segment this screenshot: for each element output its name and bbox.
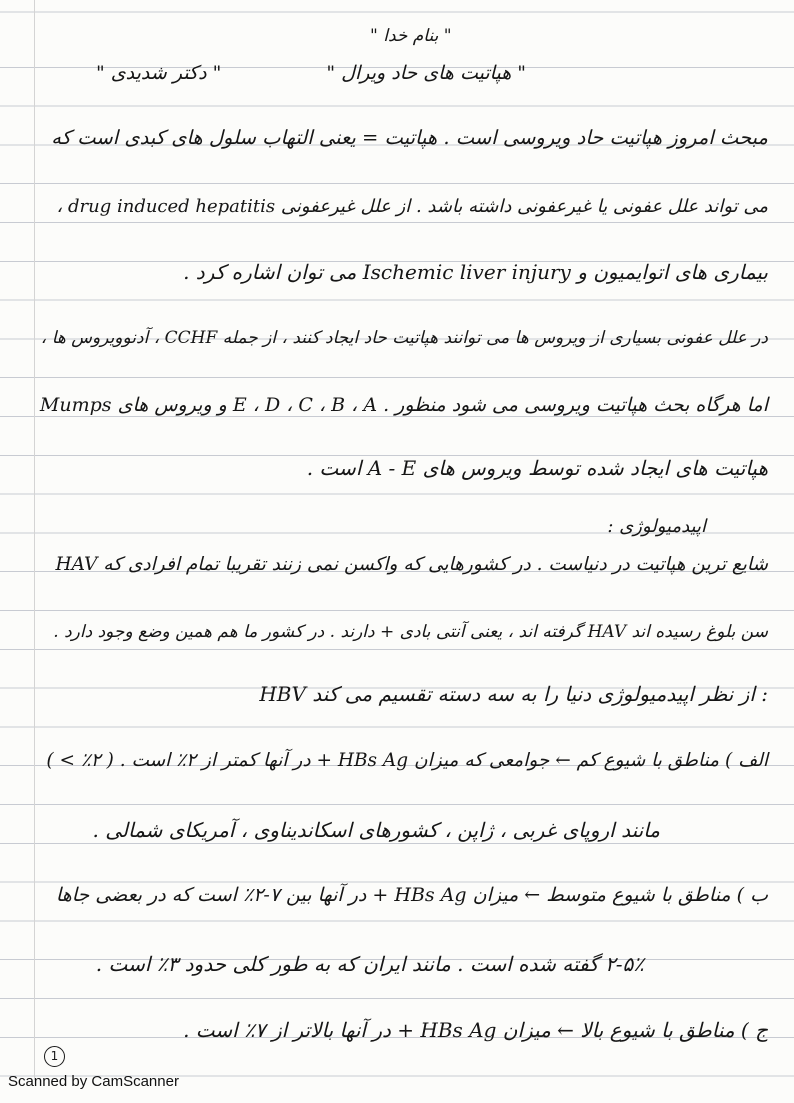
text-line: Mumps و ویروس های E ، D ، C ، B ، A . اما هرگاه بحث هپاتیت ویروسی می شود منظور bbox=[39, 394, 768, 416]
text-line: در علل عفونی بسیاری از ویروس ها می توانند هپاتیت حاد ایجاد کنند ، از جمله CCHF ، آدنوویروس ها ، bbox=[40, 328, 768, 348]
text-line: بیماری های اتوایمیون و Ischemic liver injury می توان اشاره کرد . bbox=[183, 260, 768, 284]
text-line: سن بلوغ رسیده اند HAV گرفته اند ، یعنی آنتی بادی + دارند . در کشور ما هم همین وضع وجود دارد . bbox=[53, 622, 768, 642]
text-line: HBV از نظر اپیدمیولوژی دنیا را به سه دسته تقسیم می کند : bbox=[259, 682, 768, 706]
list-item: ب ) مناطق با شیوع متوسط ← میزان HBs Ag + در آنها بین ۷-۲٪ است که در بعضی جاها bbox=[55, 884, 768, 906]
page-title: " بنام خدا " bbox=[370, 26, 452, 46]
lecturer-name: " دکتر شدیدی " bbox=[96, 62, 222, 84]
text-line: می تواند علل عفونی یا غیرعفونی داشته باشد . از علل غیرعفونی drug induced hepatitis ، bbox=[56, 196, 768, 217]
text-line: HAV شایع ترین هپاتیت در دنیاست . در کشورهایی که واکسن نمی زنند تقریبا تمام افرادی که bbox=[55, 554, 768, 575]
list-item-detail: ۲-۵٪ گفته شده است . مانند ایران که به طور کلی حدود ۳٪ است . bbox=[95, 952, 644, 976]
lecture-topic: " هپاتیت های حاد ویرال " bbox=[326, 62, 526, 84]
scanner-watermark: Scanned by CamScanner bbox=[8, 1073, 179, 1090]
margin-line bbox=[34, 0, 35, 1080]
list-item: الف ) مناطق با شیوع کم ← جوامعی که میزان HBs Ag + در آنها کمتر از ۲٪ است . ( ۲٪ > ) bbox=[46, 750, 768, 771]
list-item-detail: مانند اروپای غربی ، ژاپن ، کشورهای اسکاندیناوی ، آمریکای شمالی . bbox=[92, 818, 660, 842]
section-heading: اپیدمیولوژی : bbox=[607, 516, 706, 537]
list-item: ج ) مناطق با شیوع بالا ← میزان HBs Ag + در آنها بالاتر از ۷٪ است . bbox=[183, 1018, 768, 1042]
text-line: هپاتیت های ایجاد شده توسط ویروس های A - E است . bbox=[306, 456, 768, 480]
text-line: مبحث امروز هپاتیت حاد ویروسی است . هپاتیت = یعنی التهاب سلول های کبدی است که bbox=[51, 126, 768, 149]
page-number: 1 bbox=[44, 1046, 65, 1067]
